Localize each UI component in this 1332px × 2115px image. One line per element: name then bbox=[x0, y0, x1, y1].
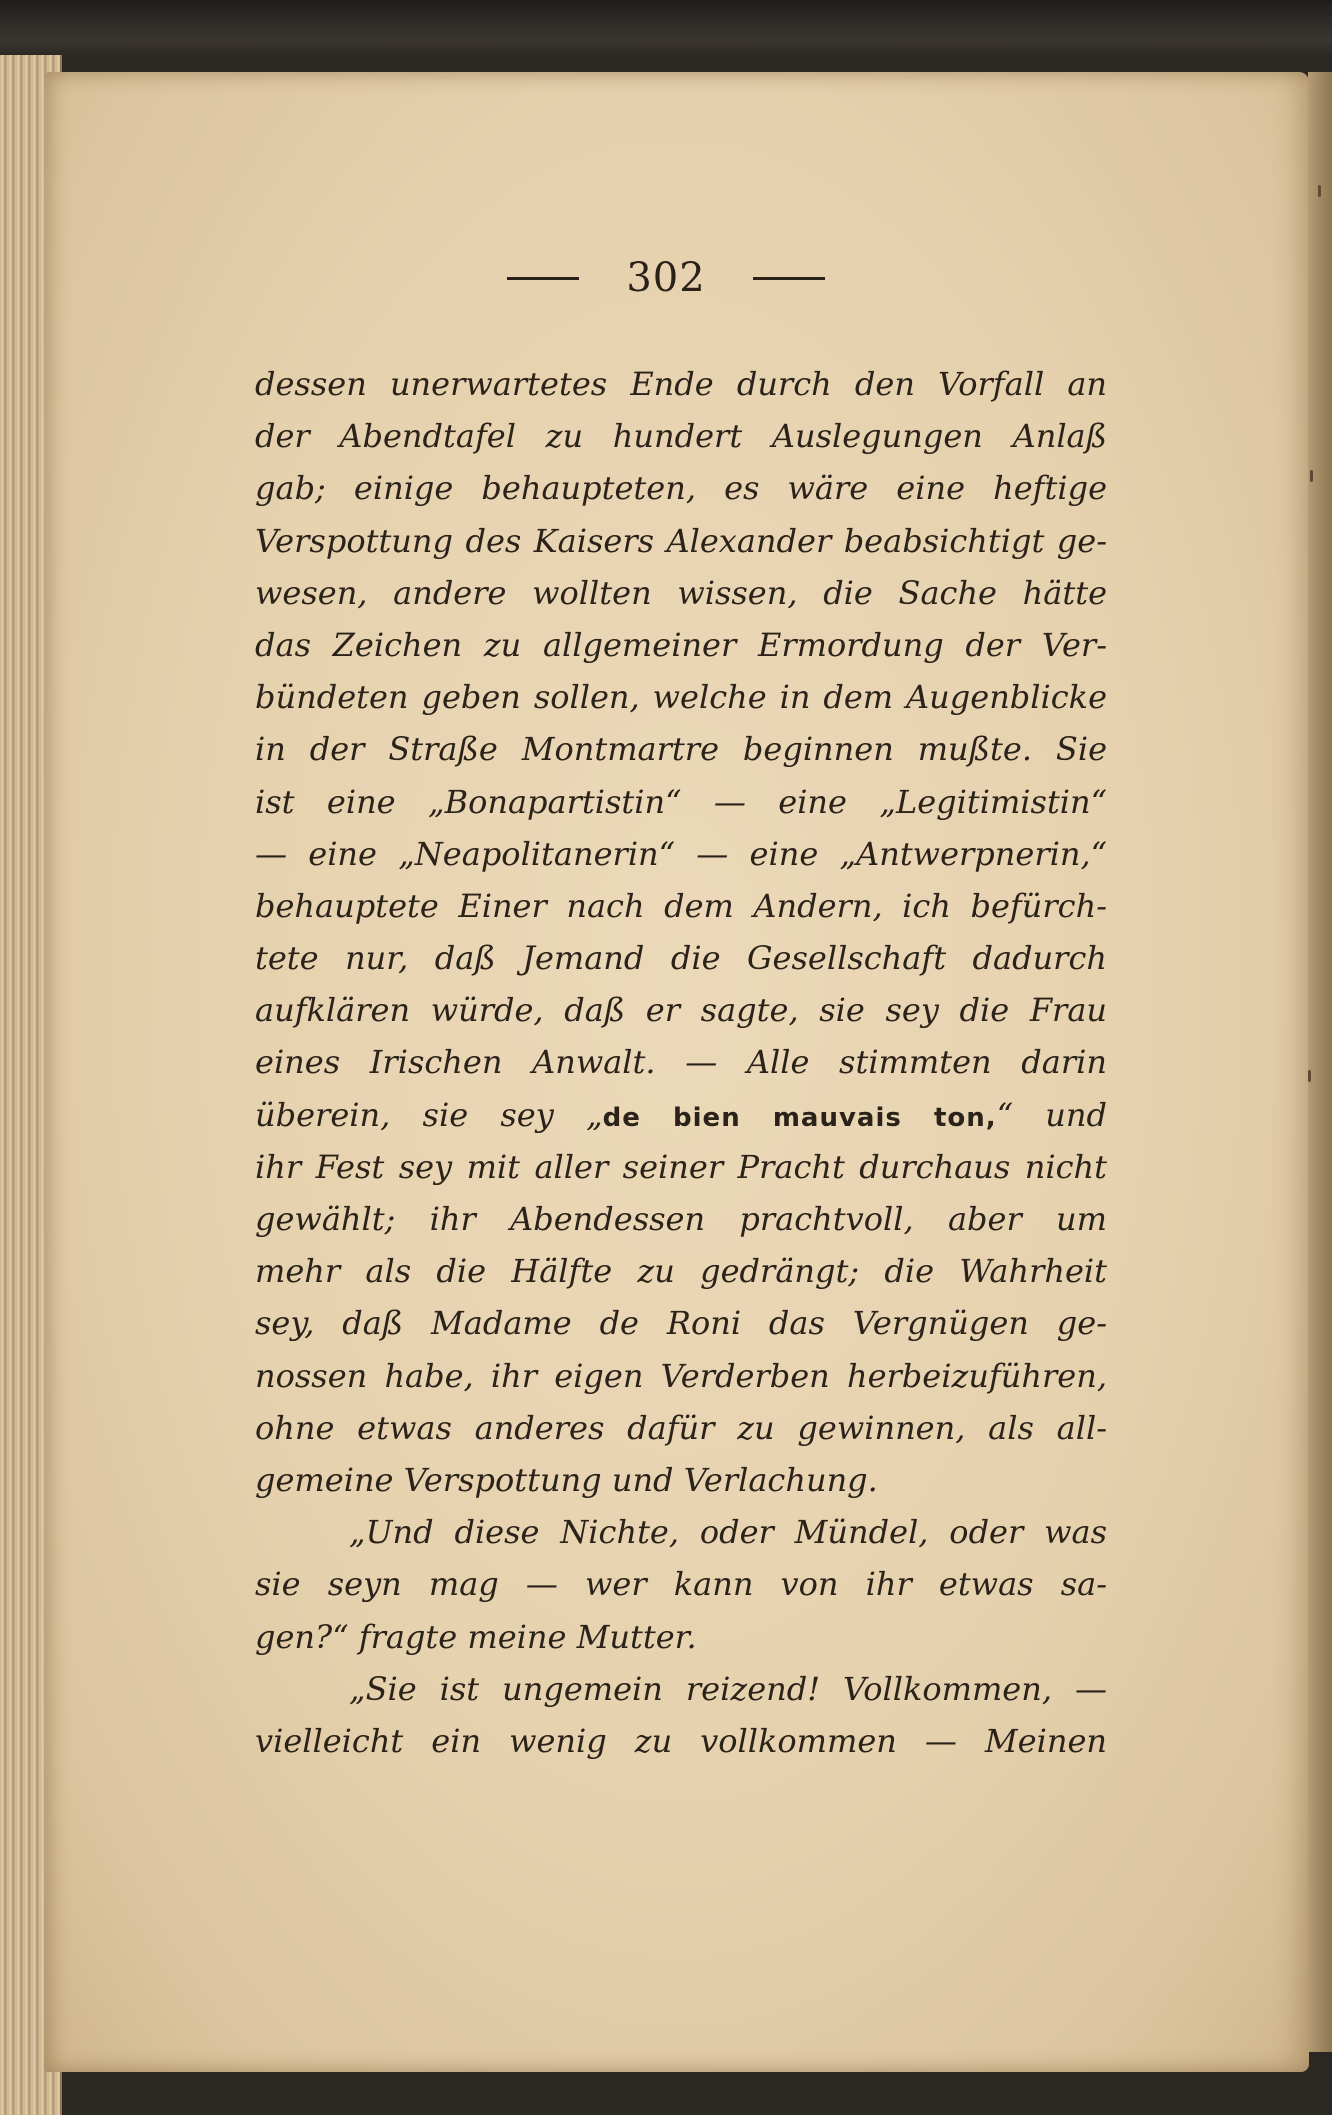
margin-mark bbox=[1308, 1070, 1311, 1082]
margin-mark bbox=[1310, 470, 1313, 482]
text-line: das Zeichen zu allgemeiner Ermordung der Ver- bbox=[255, 625, 1107, 664]
text-line: gemeine Verspottung und Verlachung. bbox=[255, 1460, 878, 1499]
text-line: vielleicht ein wenig zu vollkommen — Meinen bbox=[255, 1721, 1107, 1760]
text-line: — eine „Neapolitanerin“ — eine „Antwerpnerin,“ bbox=[255, 834, 1107, 873]
text-line: ist eine „Bonapartistin“ — eine „Legitimistin“ bbox=[255, 782, 1107, 821]
text-fragment: “ und bbox=[996, 1095, 1108, 1134]
text-line: bündeten geben sollen, welche in dem Augenblicke bbox=[255, 678, 1107, 717]
text-line: behauptete Einer nach dem Andern, ich befürch- bbox=[255, 886, 1107, 925]
page-right-edge bbox=[1308, 72, 1332, 2052]
page-header bbox=[0, 255, 1332, 315]
text-line: dessen unerwartetes Ende durch den Vorfall an bbox=[255, 365, 1107, 403]
text-line: aufklären würde, daß er sagte, sie sey die Frau bbox=[255, 991, 1107, 1030]
text-line: eines Irischen Anwalt. — Alle stimmten darin bbox=[255, 1043, 1107, 1082]
text-line: der Abendtafel zu hundert Auslegungen Anlaß bbox=[255, 417, 1107, 456]
text-line: wesen, andere wollten wissen, die Sache hätte bbox=[255, 573, 1107, 612]
french-phrase: de bien mauvais ton, bbox=[602, 1102, 997, 1133]
text-line: ihr Fest sey mit aller seiner Pracht durchaus nicht bbox=[255, 1147, 1107, 1186]
text-line: nossen habe, ihr eigen Verderben herbeizuführen, bbox=[255, 1356, 1107, 1395]
text-line: mehr als die Hälfte zu gedrängt; die Wahrheit bbox=[255, 1252, 1107, 1291]
text-line-french bbox=[255, 1089, 1107, 1141]
text-line: „Und diese Nichte, oder Mündel, oder was bbox=[349, 1513, 1107, 1552]
text-line: gewählt; ihr Abendessen prachtvoll, aber um bbox=[255, 1200, 1107, 1238]
text-line: „Sie ist ungemein reizend! Vollkommen, — bbox=[349, 1669, 1107, 1708]
text-line: Verspottung des Kaisers Alexander beabsichtigt ge- bbox=[255, 521, 1107, 560]
header-dash-left bbox=[507, 277, 579, 280]
text-fragment: überein, sie sey „ bbox=[255, 1095, 603, 1134]
text-line: in der Straße Montmartre beginnen mußte. Sie bbox=[255, 730, 1107, 769]
text-line: tete nur, daß Jemand die Gesellschaft dadurch bbox=[255, 939, 1107, 978]
text-line: ohne etwas anderes dafür zu gewinnen, als all- bbox=[255, 1408, 1107, 1447]
page-number: 302 bbox=[626, 255, 706, 301]
header-dash-right bbox=[753, 277, 825, 280]
text-line: gen?“ fragte meine Mutter. bbox=[255, 1617, 697, 1656]
text-line: sie seyn mag — wer kann von ihr etwas sa- bbox=[255, 1565, 1107, 1604]
text-line: sey, daß Madame de Roni das Vergnügen ge- bbox=[255, 1304, 1107, 1343]
margin-mark bbox=[1318, 185, 1321, 197]
text-line: gab; einige behaupteten, es wäre eine heftige bbox=[255, 469, 1107, 508]
body-text bbox=[255, 358, 1107, 1767]
